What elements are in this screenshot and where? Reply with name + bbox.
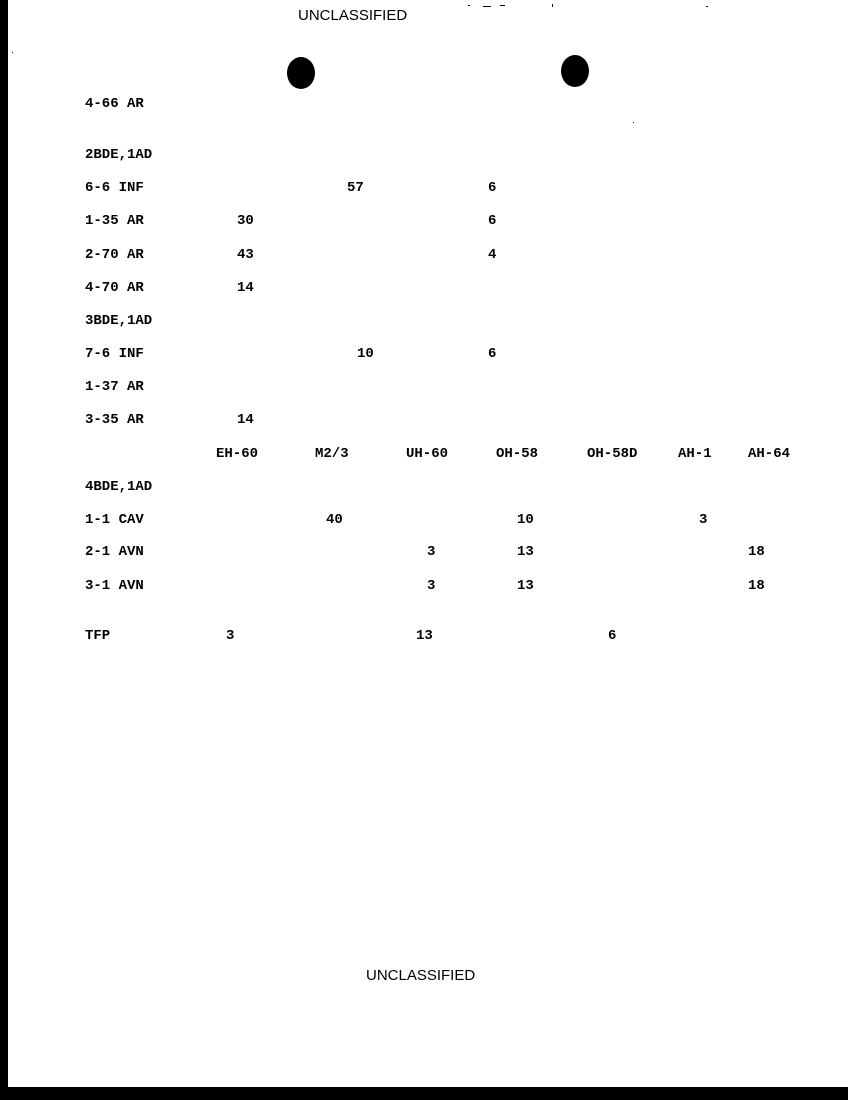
scan-speck <box>500 5 505 6</box>
unit-label: 4-70 AR <box>85 280 144 296</box>
table-cell: 13 <box>517 578 534 594</box>
scan-speck <box>483 6 491 7</box>
table-cell: 40 <box>326 512 343 528</box>
unit-label: TFP <box>85 628 111 644</box>
scan-speck <box>633 122 634 123</box>
table-cell: 6 <box>488 346 497 362</box>
unit-label: 6-6 INF <box>85 180 144 196</box>
unit-label: 2-70 AR <box>85 247 144 263</box>
table-cell: 3 <box>427 578 436 594</box>
table-cell: 6 <box>488 180 497 196</box>
scan-border-left <box>0 0 8 1087</box>
classification-marking-bottom: UNCLASSIFIED <box>366 967 476 984</box>
table-cell: 18 <box>748 578 765 594</box>
column-header-m23: M2/3 <box>315 446 349 462</box>
brigade-label: 3BDE,1AD <box>85 313 153 329</box>
table-cell: 6 <box>608 628 617 644</box>
unit-label: 2-1 AVN <box>85 544 144 560</box>
scan-speck <box>706 6 708 7</box>
table-cell: 3 <box>699 512 708 528</box>
table-cell: 14 <box>237 412 254 428</box>
brigade-label: 4BDE,1AD <box>85 479 153 495</box>
column-header-uh60: UH-60 <box>406 446 449 462</box>
classification-marking-top: UNCLASSIFIED <box>298 7 408 24</box>
scan-speck <box>468 5 470 6</box>
column-header-eh60: EH-60 <box>216 446 259 462</box>
scan-border-bottom <box>0 1087 848 1100</box>
column-header-oh58: OH-58 <box>496 446 539 462</box>
table-cell: 18 <box>748 544 765 560</box>
unit-label: 1-37 AR <box>85 379 144 395</box>
table-cell: 13 <box>416 628 433 644</box>
unit-label: 1-1 CAV <box>85 512 144 528</box>
unit-label: 3-35 AR <box>85 412 144 428</box>
table-cell: 13 <box>517 544 534 560</box>
column-header-oh58d: OH-58D <box>587 446 638 462</box>
table-cell: 3 <box>427 544 436 560</box>
punch-hole-left <box>287 57 315 89</box>
table-cell: 6 <box>488 213 497 229</box>
unit-label: 7-6 INF <box>85 346 144 362</box>
table-cell: 10 <box>517 512 534 528</box>
table-cell: 30 <box>237 213 254 229</box>
table-cell: 3 <box>226 628 235 644</box>
unit-label: 1-35 AR <box>85 213 144 229</box>
table-cell: 14 <box>237 280 254 296</box>
scan-speck <box>12 52 13 53</box>
table-cell: 4 <box>488 247 497 263</box>
table-cell: 57 <box>347 180 364 196</box>
table-cell: 43 <box>237 247 254 263</box>
column-header-ah64: AH-64 <box>748 446 791 462</box>
unit-label: 4-66 AR <box>85 96 144 112</box>
scan-speck <box>552 4 553 7</box>
punch-hole-right <box>561 55 589 87</box>
brigade-label: 2BDE,1AD <box>85 147 153 163</box>
table-cell: 10 <box>357 346 374 362</box>
unit-label: 3-1 AVN <box>85 578 144 594</box>
column-header-ah1: AH-1 <box>678 446 712 462</box>
